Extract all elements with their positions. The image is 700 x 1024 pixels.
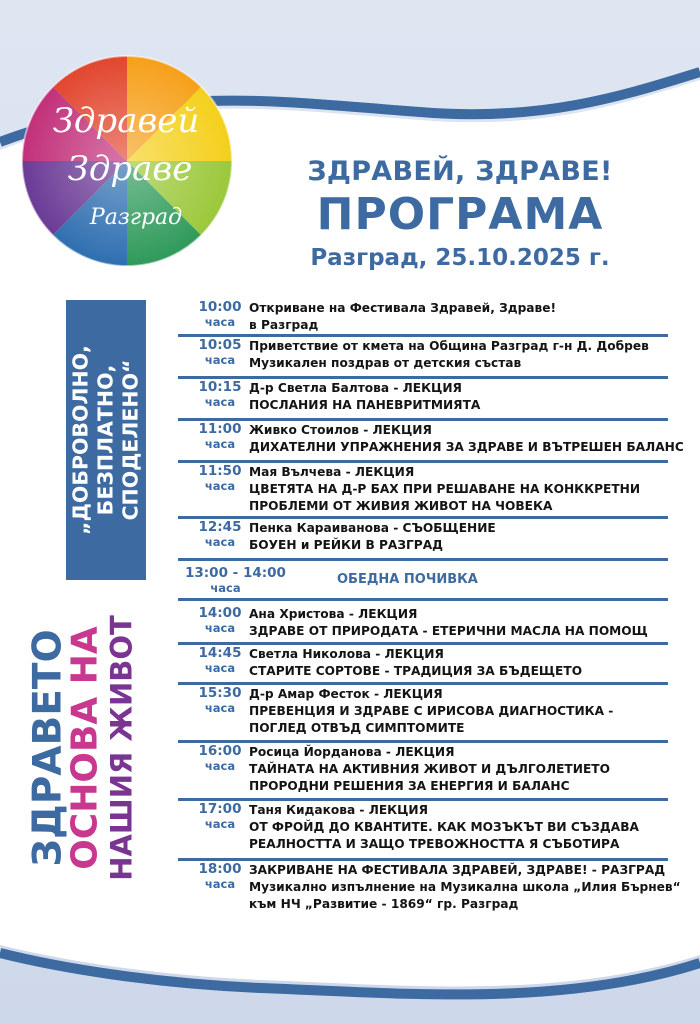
schedule-line: ПРЕВЕНЦИЯ И ЗДРАВЕ С ИРИСОВА ДИАГНОСТИКА - xyxy=(249,704,614,718)
slogan-line-3: НАШИЯ ЖИВОТ xyxy=(104,615,139,881)
schedule-line: ПОГЛЕД ОТВЪД СИМПТОМИТЕ xyxy=(249,721,465,735)
schedule-description xyxy=(249,862,681,913)
schedule-time xyxy=(185,380,255,410)
schedule-time xyxy=(185,862,255,892)
schedule-time-unit: часа xyxy=(204,877,236,891)
schedule-line: СТАРИТЕ СОРТОВЕ - ТРАДИЦИЯ ЗА БЪДЕЩЕТО xyxy=(249,664,583,678)
schedule-line: Пенка Караиванова - СЪОБЩЕНИЕ xyxy=(249,521,496,535)
schedule-line: Музикално изпълнение на Музикална школа „Илия Бърнев“ xyxy=(249,880,681,894)
schedule-time xyxy=(185,606,255,636)
break-label: ОБЕДНА ПОЧИВКА xyxy=(337,572,478,587)
schedule-description xyxy=(249,802,639,853)
schedule-separator xyxy=(178,558,668,561)
schedule-line: Приветствие от кмета на Община Разград г-н Д. Добрев xyxy=(249,339,649,353)
schedule-separator xyxy=(178,460,668,463)
schedule-time-unit: часа xyxy=(204,395,236,409)
schedule-separator xyxy=(178,516,668,519)
schedule-time-unit: часа xyxy=(204,817,236,831)
schedule-time xyxy=(185,422,255,452)
schedule-description xyxy=(249,300,556,334)
schedule-separator xyxy=(178,418,668,421)
schedule-time xyxy=(185,464,255,494)
schedule-line: Светла Николова - ЛЕКЦИЯ xyxy=(249,647,444,661)
header-date: Разград, 25.10.2025 г. xyxy=(310,245,610,271)
schedule-description xyxy=(249,338,649,372)
schedule-time-unit: часа xyxy=(204,661,236,675)
schedule-line: ТАЙНАТА НА АКТИВНИЯ ЖИВОТ И ДЪЛГОЛЕТИЕТО xyxy=(249,762,610,776)
schedule-line: Д-р Амар Фесток - ЛЕКЦИЯ xyxy=(249,687,443,701)
motto-line-1: „ДОБРОВОЛНО, xyxy=(68,345,93,535)
schedule-line: Росица Йорданова - ЛЕКЦИЯ xyxy=(249,745,455,759)
header-title: ЗДРАВЕЙ, ЗДРАВЕ! xyxy=(307,156,613,187)
schedule-line: ПОСЛАНИЯ НА ПАНЕВРИТМИЯТА xyxy=(249,398,481,412)
logo-line-3: Разград xyxy=(89,205,183,230)
schedule-line: Откриване на Фестивала Здравей, Здраве! xyxy=(249,301,557,315)
slogan-line-1: ЗДРАВЕТО xyxy=(25,629,71,867)
festival-logo xyxy=(18,52,236,270)
schedule-time-value: 18:00 xyxy=(198,861,242,877)
schedule-separator xyxy=(178,598,668,601)
schedule-separator xyxy=(178,642,668,645)
break-time-range: 13:00 - 14:00 xyxy=(185,565,286,581)
schedule-line: Живко Стоилов - ЛЕКЦИЯ xyxy=(249,423,432,437)
schedule-separator xyxy=(178,740,668,743)
schedule-time-unit: часа xyxy=(204,315,236,329)
motto-line-3: СПОДЕЛЕНО“ xyxy=(118,359,143,521)
schedule-line: ЦВЕТЯТА НА Д-Р БАХ ПРИ РЕШАВАНЕ НА КОНККРЕТНИ xyxy=(249,482,641,496)
schedule-description xyxy=(249,646,582,680)
schedule-time-value: 14:45 xyxy=(198,645,242,661)
schedule-separator xyxy=(178,858,668,861)
motto-text xyxy=(69,300,144,580)
schedule-time-value: 10:15 xyxy=(198,379,242,395)
motto-line-2: БЕЗПЛАТНО, xyxy=(93,364,118,516)
schedule-line: Музикален поздрав от детския състав xyxy=(249,356,522,370)
header-program: ПРОГРАМА xyxy=(316,189,604,240)
schedule-time xyxy=(185,646,255,676)
schedule-line: БОУЕН и РЕЙКИ В РАЗГРАД xyxy=(249,538,444,552)
schedule-time-value: 11:00 xyxy=(198,421,242,437)
break-time xyxy=(185,566,286,596)
schedule-separator xyxy=(178,798,668,801)
break-time-unit: часа xyxy=(210,581,241,595)
schedule-time-value: 12:45 xyxy=(198,519,242,535)
schedule-time-unit: часа xyxy=(204,759,236,773)
schedule-line: Д-р Светла Балтова - ЛЕКЦИЯ xyxy=(249,381,462,395)
schedule-time-unit: часа xyxy=(204,479,236,493)
schedule-time-value: 14:00 xyxy=(198,605,242,621)
schedule-time xyxy=(185,300,255,330)
schedule-line: Ана Христова - ЛЕКЦИЯ xyxy=(249,607,418,621)
schedule-line: ПРОБЛЕМИ ОТ ЖИВИЯ ЖИВОТ НА ЧОВЕКА xyxy=(249,499,553,513)
schedule-line: ДИХАТЕЛНИ УПРАЖНЕНИЯ ЗА ЗДРАВЕ И ВЪТРЕШЕН БАЛАНС xyxy=(249,440,684,454)
schedule-time-value: 10:00 xyxy=(198,299,242,315)
schedule-description xyxy=(249,380,480,414)
schedule-description xyxy=(249,686,613,737)
schedule-separator xyxy=(178,682,668,685)
schedule-time-value: 15:30 xyxy=(198,685,242,701)
schedule-line: РЕАЛНОСТТА И ЗАЩО ТРЕВОЖНОСТТА Я СЪБОТИРА xyxy=(249,837,620,851)
schedule-description xyxy=(249,520,496,554)
schedule-line: ЗДРАВЕ ОТ ПРИРОДАТА - ЕТЕРИЧНИ МАСЛА НА ПОМОЩ xyxy=(249,624,648,638)
schedule-line: в Разград xyxy=(249,318,319,332)
slogan-line-2: ОСНОВА НА xyxy=(64,626,106,870)
schedule-time-unit: часа xyxy=(204,437,236,451)
schedule-time xyxy=(185,744,255,774)
schedule-line: Таня Кидакова - ЛЕКЦИЯ xyxy=(249,803,429,817)
schedule-description xyxy=(249,606,648,640)
schedule-line: ПРОРОДНИ РЕШЕНИЯ ЗА ЕНЕРГИЯ И БАЛАНС xyxy=(249,779,570,793)
schedule-time-unit: часа xyxy=(204,621,236,635)
schedule-line: към НЧ „Развитие - 1869“ гр. Разград xyxy=(249,897,519,911)
schedule-time-value: 10:05 xyxy=(198,337,242,353)
schedule-time-value: 11:50 xyxy=(198,463,242,479)
schedule-time xyxy=(185,338,255,368)
schedule-time-unit: часа xyxy=(204,701,236,715)
logo-line-2: Здраве xyxy=(67,149,193,189)
schedule-line: ЗАКРИВАНЕ НА ФЕСТИВАЛА ЗДРАВЕЙ, ЗДРАВЕ! - РАЗГРАД xyxy=(249,863,666,877)
schedule-description xyxy=(249,464,640,515)
schedule-description xyxy=(249,744,610,795)
schedule-separator xyxy=(178,376,668,379)
logo-line-1: Здравей xyxy=(52,101,200,141)
schedule-separator xyxy=(178,334,668,337)
schedule-line: ОТ ФРОЙД ДО КВАНТИТЕ. КАК МОЗЪКЪТ ВИ СЪЗДАВА xyxy=(249,820,639,834)
schedule-time-unit: часа xyxy=(204,353,236,367)
schedule-description xyxy=(249,422,684,456)
schedule-time-value: 16:00 xyxy=(198,743,242,759)
schedule-time xyxy=(185,686,255,716)
schedule-time xyxy=(185,520,255,550)
slogan xyxy=(25,593,141,903)
schedule-time-unit: часа xyxy=(204,535,236,549)
schedule-line: Мая Вълчева - ЛЕКЦИЯ xyxy=(249,465,415,479)
schedule-time-value: 17:00 xyxy=(198,801,242,817)
schedule-time xyxy=(185,802,255,832)
